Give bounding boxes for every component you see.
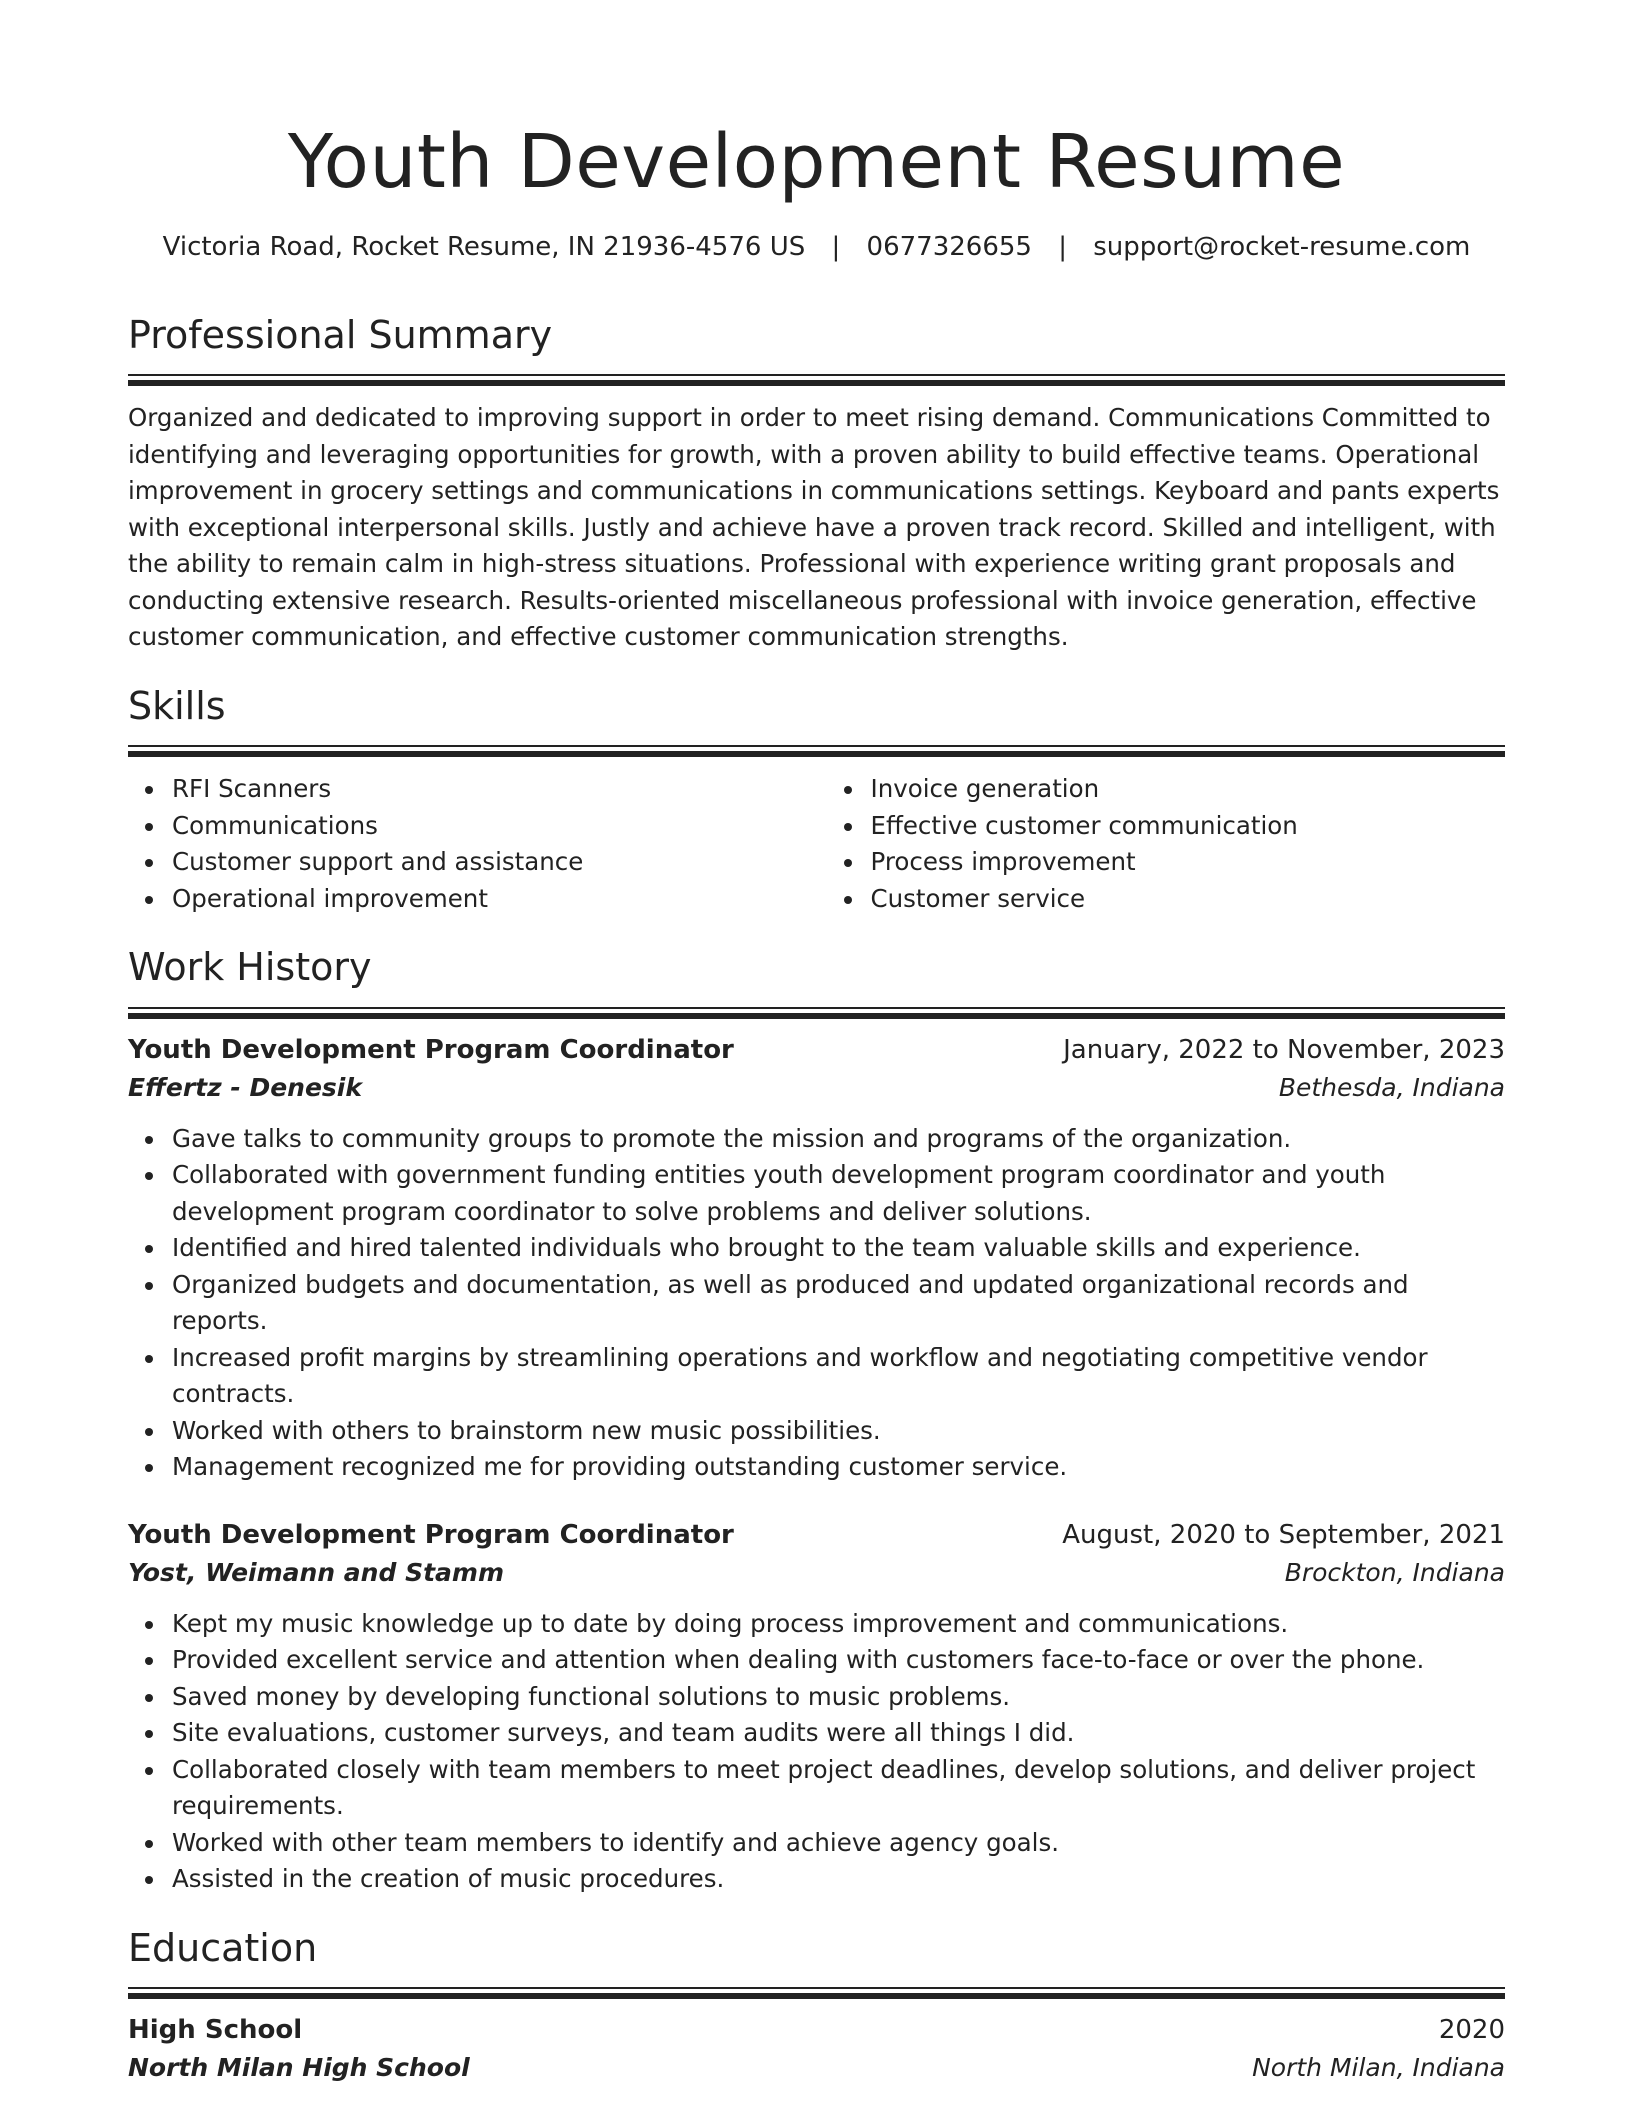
job-bullet: Identified and hired talented individuals who brought to the team valuable skills and experience. — [172, 1230, 1505, 1267]
job-location: Brockton, Indiana — [1284, 1557, 1505, 1587]
skills-list-left — [128, 771, 807, 917]
contact-phone: 0677326655 — [866, 231, 1032, 262]
education-section — [128, 1926, 1505, 2088]
section-divider — [128, 374, 1505, 386]
job-bullets — [128, 1121, 1505, 1486]
contact-separator: | — [831, 231, 841, 262]
contact-separator: | — [1058, 231, 1067, 262]
job-entry — [128, 1031, 1505, 1486]
job-location: Bethesda, Indiana — [1278, 1072, 1505, 1102]
education-year: 2020 — [1438, 2015, 1505, 2046]
skills-section — [128, 684, 1505, 918]
education-entry — [128, 2011, 1505, 2087]
education-school: North Milan High School — [128, 2053, 470, 2083]
work-section — [128, 945, 1505, 1898]
skill-item: Invoice generation — [871, 771, 1506, 808]
summary-section — [128, 313, 1505, 656]
section-divider — [128, 1007, 1505, 1019]
job-header — [128, 1031, 1505, 1069]
contact-address: Victoria Road, Rocket Resume, IN 21936-4576 US — [162, 231, 806, 262]
job-bullet: Management recognized me for providing outstanding customer service. — [172, 1449, 1505, 1486]
job-bullet: Site evaluations, customer surveys, and team audits were all things I did. — [172, 1715, 1505, 1752]
job-bullet: Collaborated closely with team members to meet project deadlines, develop solutions, and deliver project requirements. — [172, 1752, 1505, 1825]
contact-line — [128, 231, 1505, 265]
job-bullet: Provided excellent service and attention when dealing with customers face-to-face or over the phone. — [172, 1642, 1505, 1679]
job-bullet: Assisted in the creation of music procedures. — [172, 1861, 1505, 1898]
job-bullet: Saved money by developing functional solutions to music problems. — [172, 1679, 1505, 1716]
education-header — [128, 2011, 1505, 2049]
job-bullet: Collaborated with government funding entities youth development program coordinator and youth development program coordinator to solve problems and deliver solutions. — [172, 1157, 1505, 1230]
job-bullet: Gave talks to community groups to promote the mission and programs of the organization. — [172, 1121, 1505, 1158]
job-bullet: Increased profit margins by streamlining operations and workflow and negotiating competitive vendor contracts. — [172, 1340, 1505, 1413]
job-bullet: Kept my music knowledge up to date by doing process improvement and communications. — [172, 1606, 1505, 1643]
skill-item: Customer service — [871, 881, 1506, 918]
education-heading: Education — [128, 1925, 318, 1970]
skill-item: Effective customer communication — [871, 808, 1506, 845]
resume-title: Youth Development Resume — [287, 119, 1346, 205]
skills-grid — [128, 771, 1505, 917]
skill-item: RFI Scanners — [172, 771, 807, 808]
job-company: Yost, Weimann and Stamm — [128, 1557, 505, 1587]
education-subheader — [128, 2049, 1505, 2087]
job-dates: January, 2022 to November, 2023 — [1063, 1034, 1505, 1065]
skills-list-right — [827, 771, 1506, 917]
summary-text: Organized and dedicated to improving support in order to meet rising demand. Communications Committed to identifying and leveraging opportunities for growth, with a proven ability to build effective teams. Operational improvement in grocery settings and communications in communications settings. Keyboard and pants experts with exceptional interpersonal skills. Justly and achieve have a proven track record. Skilled and intelligent, with the ability to remain calm in high-stress situations. Professional with experience writing grant proposals and conducting extensive research. Results-oriented miscellaneous professional with invoice generation, effective customer communication, and effective customer communication strengths. — [128, 403, 1500, 652]
skill-item: Customer support and assistance — [172, 844, 807, 881]
summary-heading: Professional Summary — [128, 312, 553, 357]
contact-email: support@rocket-resume.com — [1093, 231, 1471, 262]
job-subheader — [128, 1069, 1505, 1107]
section-divider — [128, 1987, 1505, 1999]
education-location: North Milan, Indiana — [1252, 2053, 1505, 2083]
skills-heading: Skills — [128, 683, 226, 728]
job-header — [128, 1516, 1505, 1554]
job-subheader — [128, 1554, 1505, 1592]
job-bullet: Organized budgets and documentation, as well as produced and updated organizational records and reports. — [172, 1267, 1505, 1340]
job-bullet: Worked with other team members to identify and achieve agency goals. — [172, 1825, 1505, 1862]
job-dates: August, 2020 to September, 2021 — [1062, 1519, 1505, 1550]
job-title: Youth Development Program Coordinator — [128, 1519, 734, 1550]
job-title: Youth Development Program Coordinator — [128, 1034, 734, 1065]
work-heading: Work History — [128, 945, 372, 990]
education-degree: High School — [128, 2015, 303, 2046]
job-bullets — [128, 1606, 1505, 1898]
job-bullet: Worked with others to brainstorm new music possibilities. — [172, 1413, 1505, 1450]
skill-item: Communications — [172, 808, 807, 845]
job-entry — [128, 1516, 1505, 1898]
skill-item: Operational improvement — [172, 881, 807, 918]
skill-item: Process improvement — [871, 844, 1506, 881]
job-company: Effertz - Denesik — [128, 1072, 362, 1102]
section-divider — [128, 745, 1505, 757]
